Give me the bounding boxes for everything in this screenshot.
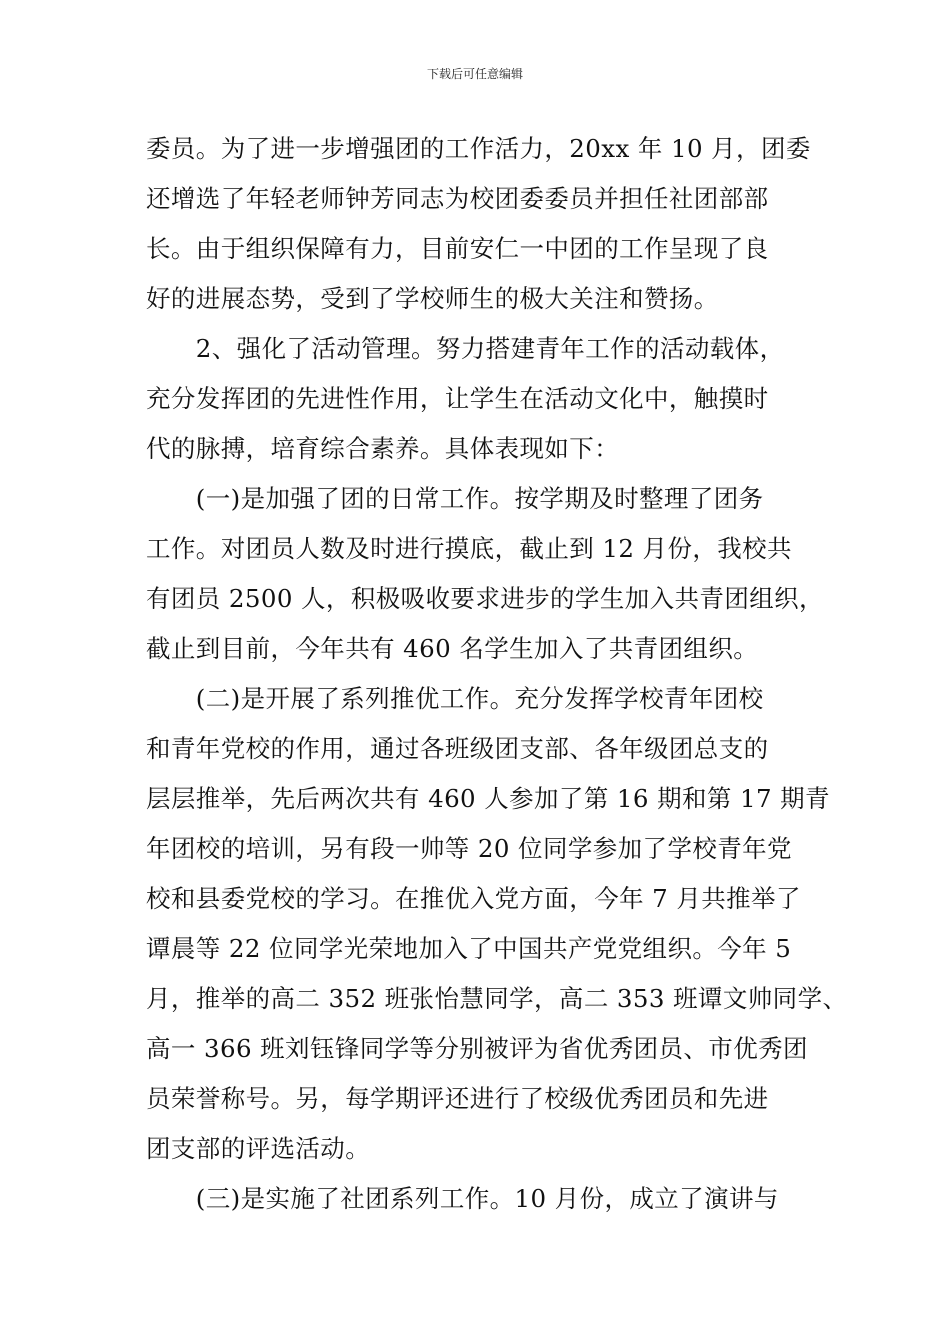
text-line: 校和县委党校的学习。在推优入党方面，今年 7 月共推举了 <box>146 884 801 913</box>
text-line: 月，推举的高二 352 班张怡慧同学，高二 353 班谭文帅同学、 <box>146 984 848 1013</box>
page-header: 下载后可任意编辑 <box>426 67 523 81</box>
text-line: 有团员 2500 人，积极吸收要求进步的学生加入共青团组织， <box>146 584 824 613</box>
text-line: 2、强化了活动管理。努力搭建青年工作的活动载体， <box>146 334 785 363</box>
text-line: (三)是实施了社团系列工作。10 月份，成立了演讲与 <box>146 1184 779 1213</box>
text-line: 谭晨等 22 位同学光荣地加入了中国共产党党组织。今年 5 <box>146 934 792 963</box>
text-line: 充分发挥团的先进性作用，让学生在活动文化中，触摸时 <box>146 384 769 413</box>
text-line: 长。由于组织保障有力，目前安仁一中团的工作呈现了良 <box>146 234 769 263</box>
text-line: 截止到目前，今年共有 460 名学生加入了共青团组织。 <box>146 634 759 663</box>
text-line: 团支部的评选活动。 <box>146 1134 371 1163</box>
text-line: (一)是加强了团的日常工作。按学期及时整理了团务 <box>146 484 764 513</box>
text-line: 好的进展态势，受到了学校师生的极大关注和赞扬。 <box>146 284 719 313</box>
text-line: 还增选了年轻老师钟芳同志为校团委委员并担任社团部部 <box>146 184 769 213</box>
text-line: 委员。为了进一步增强团的工作活力，20xx 年 10 月，团委 <box>146 134 811 163</box>
text-line: 员荣誉称号。另，每学期评还进行了校级优秀团员和先进 <box>146 1084 769 1113</box>
text-line: 高一 366 班刘钰锋同学等分别被评为省优秀团员、市优秀团 <box>146 1034 808 1063</box>
text-line: 代的脉搏，培育综合素养。具体表现如下： <box>146 434 620 463</box>
text-line: 工作。对团员人数及时进行摸底，截止到 12 月份，我校共 <box>146 534 792 563</box>
text-line: 层层推举，先后两次共有 460 人参加了第 16 期和第 17 期青 <box>146 784 830 813</box>
text-line: (二)是开展了系列推优工作。充分发挥学校青年团校 <box>146 684 764 713</box>
text-line: 和青年党校的作用，通过各班级团支部、各年级团总支的 <box>146 734 769 763</box>
text-line: 年团校的培训，另有段一帅等 20 位同学参加了学校青年党 <box>146 834 792 863</box>
